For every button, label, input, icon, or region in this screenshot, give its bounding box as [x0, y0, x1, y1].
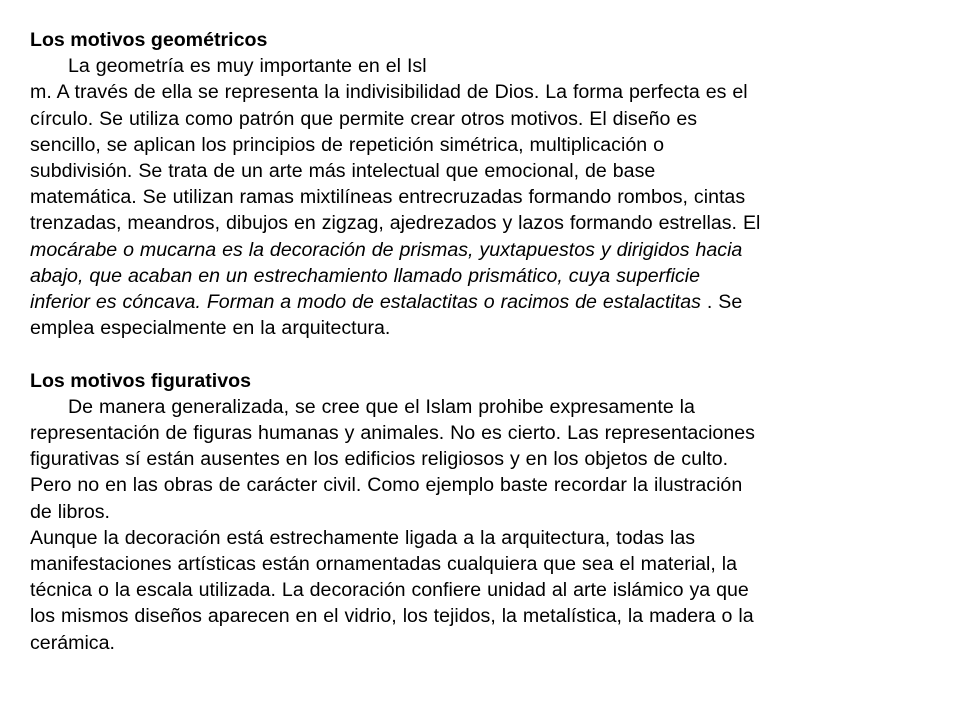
paragraph-line: m. A través de ella se representa la indivisibilidad de Dios. La forma perfecta es el: [30, 81, 748, 104]
paragraph-line: trenzadas, meandros, dibujos en zigzag, ajedrezados y lazos formando estrellas. El: [30, 212, 761, 235]
paragraph-line-italic: abajo, que acaban en un estrechamiento llamado prismático, cuya superficie: [30, 264, 700, 287]
paragraph-line: La geometría es muy importante en el Isl: [68, 55, 427, 78]
section-title-figurative: Los motivos figurativos: [30, 369, 252, 392]
paragraph-line: Aunque la decoración está estrechamente ligada a la arquitectura, todas las: [30, 526, 696, 549]
paragraph-line-italic: mocárabe o mucarna es la decoración de prismas, yuxtapuestos y dirigidos hacia: [30, 238, 743, 261]
plain-fragment: . Se: [700, 291, 743, 314]
paragraph-line: los mismos diseños aparecen en el vidrio, los tejidos, la metalística, la madera o la: [30, 605, 754, 628]
paragraph-line: manifestaciones artísticas están ornamentadas cualquiera que sea el material, la: [30, 553, 737, 576]
paragraph-line: representación de figuras humanas y animales. No es cierto. Las representaciones: [30, 422, 755, 445]
paragraph-line: De manera generalizada, se cree que el Islam prohibe expresamente la: [68, 395, 695, 418]
paragraph-line: cerámica.: [30, 631, 115, 654]
paragraph-line: matemática. Se utilizan ramas mixtilíneas entrecruzadas formando rombos, cintas: [30, 186, 746, 209]
paragraph-line-mixed: [30, 289, 940, 315]
paragraph-line: círculo. Se utiliza como patrón que permite crear otros motivos. El diseño es: [30, 107, 698, 130]
section-title-geometric: Los motivos geométricos: [30, 29, 268, 51]
paragraph-line: sencillo, se aplican los principios de repetición simétrica, multiplicación o: [30, 133, 664, 156]
paragraph-line: técnica o la escala utilizada. La decoración confiere unidad al arte islámico ya que: [30, 579, 749, 602]
paragraph-line: figurativas sí están ausentes en los edificios religiosos y en los objetos de culto.: [30, 448, 729, 471]
paragraph-line: subdivisión. Se trata de un arte más intelectual que emocional, de base: [30, 160, 656, 183]
italic-fragment: inferior es cóncava. Forman a modo de estalactitas o racimos de estalactitas: [30, 291, 701, 314]
section-spacer: [30, 341, 940, 367]
paragraph-line: emplea especialmente en la arquitectura.: [30, 317, 391, 340]
paragraph-line: de libros.: [30, 500, 111, 523]
paragraph-line: Pero no en las obras de carácter civil. Como ejemplo baste recordar la ilustración: [30, 474, 743, 497]
